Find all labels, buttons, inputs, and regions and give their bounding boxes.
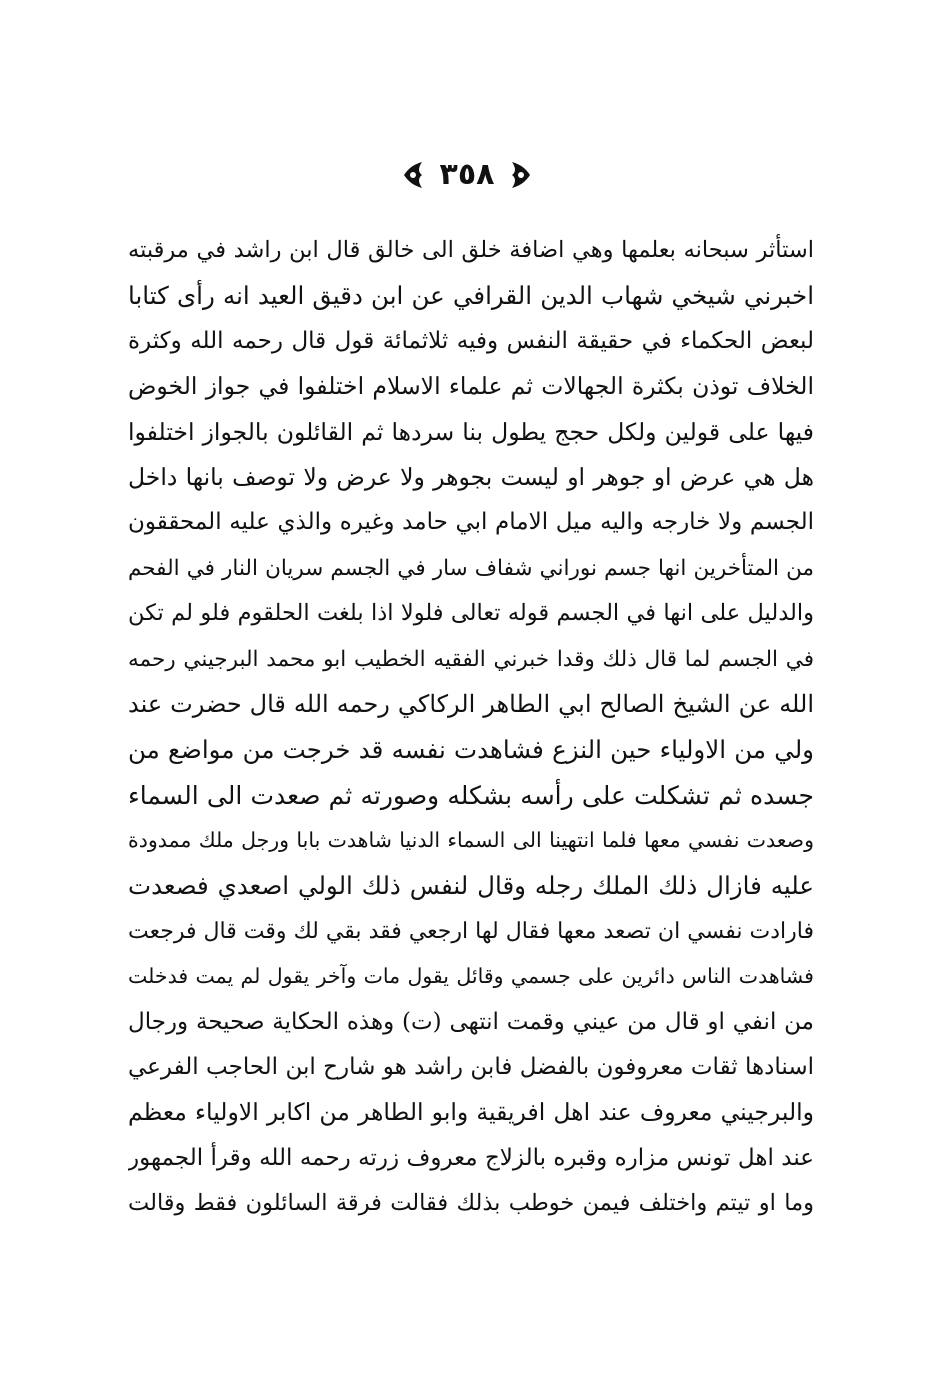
text-line: فارادت نفسي ان تصعد معها فقال لها ارجعي فقد بقي لك وقت قال فرجعت (128, 918, 814, 944)
text-line: من انفي او قال من عيني وقمت انتهى (ت) وهذه الحكاية صحيحة ورجال (128, 1008, 814, 1035)
main-text-block (128, 228, 814, 1227)
text-line: جسده ثم تشكلت على رأسه بشكله وصورته ثم صعدت الى السماء (128, 780, 814, 810)
text-line: هل هي عرض او جوهر او ليست بجوهر ولا عرض ولا توصف بانها داخل (128, 462, 814, 491)
text-line: في الجسم لما قال ذلك وقدا خبرني الفقيه الخطيب ابو محمد البرجيني رحمه (128, 646, 814, 672)
text-line: الله عن الشيخ الصالح ابي الطاهر الركاكي رحمه الله قال حضرت عند (128, 689, 814, 718)
page-header (0, 152, 934, 198)
text-line: فشاهدت الناس دائرين على جسمي وقائل يقول مات وآخر يقول لم يمت فدخلت (128, 964, 814, 989)
text-line: فيها على قولين ولكل حجج يطول بنا سردها ثم القائلون بالجواز اختلفوا (128, 417, 814, 446)
page-number: ٣٥٨ (439, 157, 495, 192)
text-line: استأثر سبحانه بعلمها وهي اضافة خلق الى خالق قال ابن راشد في مرقبته (128, 237, 814, 263)
text-line: والبرجيني معروف عند اهل افريقية وابو الطاهر من اكابر الاولياء معظم (128, 1098, 814, 1127)
text-line: ولي من الاولياء حين النزع فشاهدت نفسه قد خرجت من مواضع من (128, 735, 814, 765)
text-line: اسنادها ثقات معروفون بالفضل فابن راشد هو شارح ابن الحاجب الفرعي (128, 1054, 814, 1081)
left-ornament-icon (508, 160, 534, 190)
text-line: وصعدت نفسي معها فلما انتهينا الى السماء الدنيا شاهدت بابا ورجل ملك ممدودة (128, 828, 814, 853)
text-line: الخلاف توذن بكثرة الجهالات ثم علماء الاسلام اختلفوا في جواز الخوض (128, 372, 814, 401)
text-line: عند اهل تونس مزاره وقبره بالزلاج معروف زرته رحمه الله وقرأ الجمهور (128, 1144, 814, 1171)
right-ornament-icon (400, 160, 426, 190)
text-line: والدليل على انها في الجسم قوله تعالى فلولا اذا بلغت الحلقوم فلو لم تكن (128, 600, 814, 627)
text-line: وما او تيتم واختلف فيمن خوطب بذلك فقالت فرقة السائلون فقط وقالت (128, 1190, 814, 1217)
text-line: اخبرني شيخي شهاب الدين القرافي عن ابن دقيق العيد انه رأى كتابا (128, 281, 814, 311)
text-line: عليه فازال ذلك الملك رجله وقال لنفس ذلك الولي اصعدي فصعدت (128, 871, 814, 901)
text-line: الجسم ولا خارجه واليه ميل الامام ابي حامد وغيره والذي عليه المحققون (128, 509, 814, 536)
text-line: من المتأخرين انها جسم نوراني شفاف سار في الجسم سريان النار في الفحم (128, 555, 814, 581)
text-line: لبعض الحكماء في حقيقة النفس وفيه ثلاثمائة قول قال رحمه الله وكثرة (128, 327, 814, 354)
